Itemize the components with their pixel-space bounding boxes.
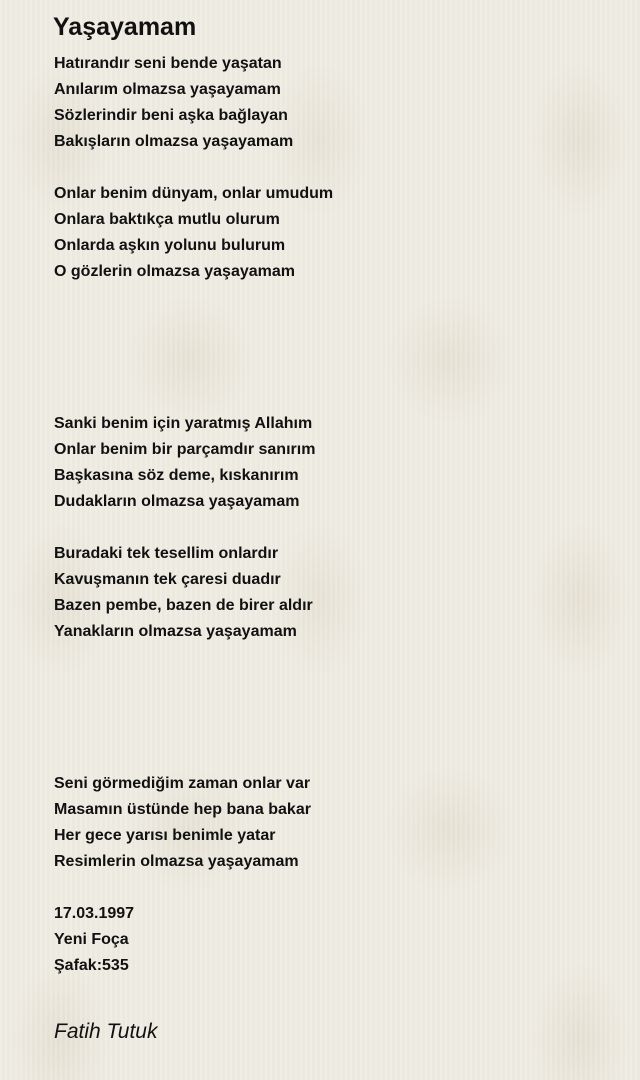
- stanza-2: [54, 181, 614, 285]
- poem-line: Anılarım olmazsa yaşayamam: [54, 81, 281, 98]
- stanza-4: [54, 541, 614, 645]
- poem-line: Masamın üstünde hep bana bakar: [54, 801, 311, 818]
- poem-line: Sözlerindir beni aşka bağlayan: [54, 107, 288, 124]
- poem-line: Onlarda aşkın yolunu bulurum: [54, 237, 286, 254]
- poem-line: Hatırandır seni bende yaşatan: [54, 55, 282, 72]
- poem-line: Onlar benim dünyam, onlar umudum: [54, 185, 334, 202]
- poem-line: Bazen pembe, bazen de birer aldır: [54, 597, 313, 614]
- poem-line: Dudakların olmazsa yaşayamam: [54, 493, 300, 510]
- poem-author: Fatih Tutuk: [54, 1020, 158, 1043]
- poem-dateline: [54, 901, 614, 979]
- stanza-spacer: [54, 875, 614, 901]
- poem-line: Bakışların olmazsa yaşayamam: [54, 133, 294, 150]
- poem-title: Yaşayamam: [53, 13, 197, 41]
- stanza-spacer: [54, 285, 614, 411]
- poem-date: 17.03.1997: [54, 905, 135, 922]
- poem-line: Onlar benim bir parçamdır sanırım: [54, 441, 316, 458]
- poem-note: Şafak:535: [54, 957, 129, 974]
- poem-line: Buradaki tek tesellim onlardır: [54, 545, 279, 562]
- stanza-spacer: [54, 645, 614, 771]
- stanza-3: [54, 411, 614, 515]
- poem-line: Kavuşmanın tek çaresi duadır: [54, 571, 281, 588]
- stanza-spacer: [54, 155, 614, 181]
- poem-line: Başkasına söz deme, kıskanırım: [54, 467, 299, 484]
- poem-line: Sanki benim için yaratmış Allahım: [54, 415, 313, 432]
- poem-line: Her gece yarısı benimle yatar: [54, 827, 276, 844]
- poem-line: Seni görmediğim zaman onlar var: [54, 775, 311, 792]
- poem-body: [54, 51, 614, 979]
- stanza-1: [54, 51, 614, 155]
- stanza-5: [54, 771, 614, 875]
- poem-line: Onlara baktıkça mutlu olurum: [54, 211, 280, 228]
- poem-line: O gözlerin olmazsa yaşayamam: [54, 263, 295, 280]
- poem-line: Resimlerin olmazsa yaşayamam: [54, 853, 299, 870]
- poem-place: Yeni Foça: [54, 931, 129, 948]
- stanza-spacer: [54, 515, 614, 541]
- poem-line: Yanakların olmazsa yaşayamam: [54, 623, 297, 640]
